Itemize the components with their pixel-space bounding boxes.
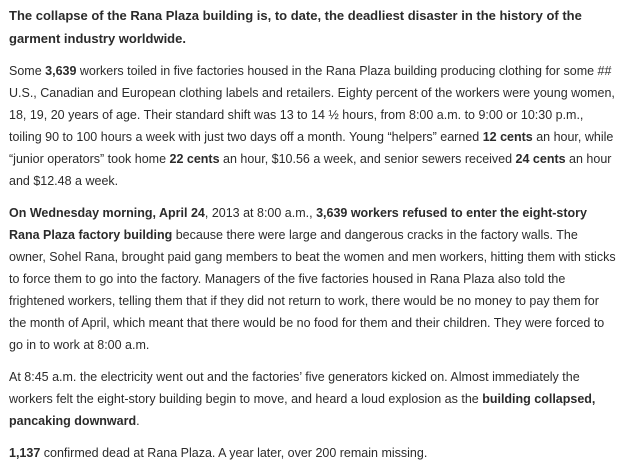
paragraph-refusal [9,202,617,356]
text-span: because there were large and dangerous cracks in the factory walls. The owner, Sohel Rana, brought paid gang members to beat the women and men workers, hitting them with sticks to force them to go into the factory. Managers of the five factories housed in Rana Plaza also told the frightened workers, telling them that if they did not return to work, there would be no money to pay them for the month of April, which meant that there would be no food for them and their children. They were forced to go in to work at 8:00 a.m. [9,228,616,352]
bold-date: On Wednesday morning, April 24 [9,206,205,220]
text-span: At 8:45 a.m. the electricity went out and the factories’ five generators kicked on. Almost immediately the workers felt the eight-story building begin to move, and heard a loud explosion as the [9,370,580,406]
text-span: Some [9,64,46,78]
text-span: confirmed dead at Rana Plaza. A year later, over 200 remain missing. [40,446,428,460]
bold-collapse: building collapsed, pancaking downward [9,392,596,428]
paragraph-collapse [9,366,617,432]
bold-worker-count: 3,639 [45,64,77,78]
bold-refusal: 3,639 workers refused to enter the eight-story Rana Plaza factory building [9,206,587,242]
text-span: an hour, $10.56 a week, and senior sewers received [219,152,516,166]
article-heading: The collapse of the Rana Plaza building is, to date, the deadliest disaster in the history of the garment industry worldwide. [9,8,582,46]
paragraph-workers [9,60,617,192]
bold-death-count: 1,137 [9,446,41,460]
text-span: workers toiled in five factories housed in the Rana Plaza building producing clothing for some ## U.S., Canadian and European clothing labels and retailers. Eighty percent of the workers were young women, 18, 19, 20 years of age. Their standard shift was 13 to 14 ½ hours, from 8:00 a.m. to 9:00 or 10:30 p.m., toiling 90 to 100 hours a week with just two days off a month. Young “helpers” earned [9,64,615,144]
bold-junior-wage: 22 cents [169,152,220,166]
text-span: an hour, while “junior operators” took home [9,130,614,166]
text-span: . [136,414,140,428]
bold-helper-wage: 12 cents [482,130,533,144]
bold-senior-wage: 24 cents [515,152,566,166]
text-span: an hour and $12.48 a week. [9,152,612,188]
text-span: , 2013 at 8:00 a.m., [204,206,317,220]
paragraph-death-toll [9,442,617,464]
